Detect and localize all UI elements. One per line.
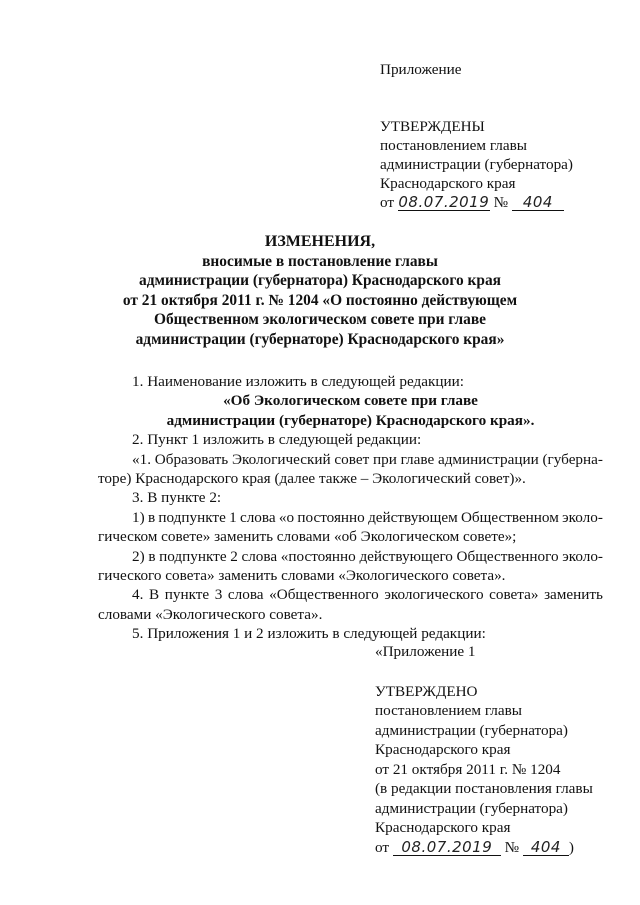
item-3: 3. В пункте 2: xyxy=(132,489,222,507)
approved-label: УТВЕРЖДЕНЫ xyxy=(380,118,485,135)
word: в xyxy=(147,508,156,526)
appendix-1-line-3: Краснодарского края xyxy=(375,741,511,758)
word: Общественного xyxy=(456,547,559,565)
appendix-label: Приложение xyxy=(380,61,462,78)
title-line-2: администрации (губернатора) Краснодарского края xyxy=(139,272,501,289)
item-2-text-1 xyxy=(98,450,603,469)
word: слова xyxy=(241,547,278,565)
word: 1) xyxy=(132,508,145,526)
word: администрации xyxy=(437,450,539,468)
word: в xyxy=(148,547,156,565)
word: экологического xyxy=(384,586,484,604)
approval-line-1: постановлением главы xyxy=(380,137,527,154)
handwritten-date: 08.07.2019 xyxy=(393,839,501,856)
appendix-1-approved: УТВЕРЖДЕНО xyxy=(375,682,478,700)
handwritten-number: 404 xyxy=(512,194,564,211)
word: эколо- xyxy=(562,547,603,565)
item-4-line-2: словами «Экологического совета». xyxy=(98,605,323,623)
word: 3 xyxy=(214,586,223,604)
word: В xyxy=(148,586,160,604)
word: Образовать xyxy=(154,450,229,468)
word: (губерна- xyxy=(542,450,603,468)
appendix-1-block xyxy=(375,642,625,857)
handwritten-number: 404 xyxy=(523,839,569,856)
word: совет xyxy=(334,450,370,468)
date-prefix: от xyxy=(375,838,390,856)
word: «Общественного xyxy=(269,586,379,604)
item-3-2-line-2: гического совета» заменить словами «Экологического совета». xyxy=(98,566,506,584)
item-3-1-line-1 xyxy=(98,508,603,527)
appendix-1-line-2: администрации (губернатора) xyxy=(375,721,568,739)
word: Общественном xyxy=(460,508,559,526)
word: слова xyxy=(227,586,264,604)
appendix-1-line-1: постановлением главы xyxy=(375,702,522,719)
appendix-1-line-4: от 21 октября 2011 г. № 1204 xyxy=(375,760,561,778)
word: совета» xyxy=(489,586,539,604)
word: действующем xyxy=(368,508,458,526)
word: «о xyxy=(278,508,295,526)
word: Экологический xyxy=(231,450,331,468)
item-2-text-2: торе) Краснодарского края (далее также – Экологический совет)». xyxy=(98,469,526,487)
number-sign: № xyxy=(493,194,509,211)
item-4-line-1 xyxy=(98,585,603,604)
word: эколо- xyxy=(562,508,603,526)
item-1-quote-1: «Об Экологическом совете при главе xyxy=(223,392,478,410)
word: 2 xyxy=(230,547,238,565)
title-line-3: от 21 октября 2011 г. № 1204 «О постоянно действующем xyxy=(122,291,518,309)
word: 4. xyxy=(132,586,144,604)
word: «1. xyxy=(132,450,151,468)
word: подпункте xyxy=(158,508,226,526)
appendix-1-line-6: администрации (губернатора) xyxy=(375,799,568,817)
word: действующего xyxy=(359,547,453,565)
approval-line-2: администрации (губернатора) xyxy=(380,156,573,173)
word: 2) xyxy=(132,547,145,565)
item-1-quote-2: администрации (губернаторе) Краснодарского края». xyxy=(166,411,535,429)
date-prefix: от xyxy=(380,194,395,211)
title-heading: ИЗМЕНЕНИЯ, xyxy=(264,233,376,250)
word: заменить xyxy=(544,586,603,604)
word: слова xyxy=(239,508,276,526)
word: главе xyxy=(400,450,435,468)
title-line-1: вносимые в постановление главы xyxy=(202,252,438,270)
title-line-4: Общественном экологическом совете при главе xyxy=(154,311,486,328)
approval-block xyxy=(380,60,620,212)
appendix-1-line-5: (в редакции постановления главы xyxy=(375,780,593,797)
word: «постоянно xyxy=(280,547,356,565)
appendix-1-title: «Приложение 1 xyxy=(375,643,476,660)
handwritten-date: 08.07.2019 xyxy=(398,193,490,211)
item-3-2-line-1 xyxy=(98,547,603,566)
word: 1 xyxy=(229,508,237,526)
document-title xyxy=(60,232,580,349)
word: пункте xyxy=(164,586,210,604)
approval-date-line xyxy=(380,193,620,212)
number-sign: № xyxy=(504,838,520,856)
word: постоянно xyxy=(297,508,365,526)
appendix-1-line-7: Краснодарского края xyxy=(375,819,511,836)
word: подпункте xyxy=(159,547,227,565)
item-1: 1. Наименование изложить в следующей редакции: xyxy=(132,373,464,390)
closing-parenthesis: ) xyxy=(568,838,574,856)
title-line-5: администрации (губернаторе) Краснодарского края» xyxy=(135,330,505,348)
appendix-1-date-line xyxy=(375,838,625,858)
word: при xyxy=(372,450,397,468)
item-5: 5. Приложения 1 и 2 изложить в следующей редакции: xyxy=(132,625,486,643)
approval-line-3: Краснодарского края xyxy=(380,175,516,192)
item-3-1-line-2: гическом совете» заменить словами «об Экологическом совете»; xyxy=(98,528,517,546)
item-2: 2. Пункт 1 изложить в следующей редакции: xyxy=(132,431,422,449)
document-body xyxy=(98,372,603,643)
